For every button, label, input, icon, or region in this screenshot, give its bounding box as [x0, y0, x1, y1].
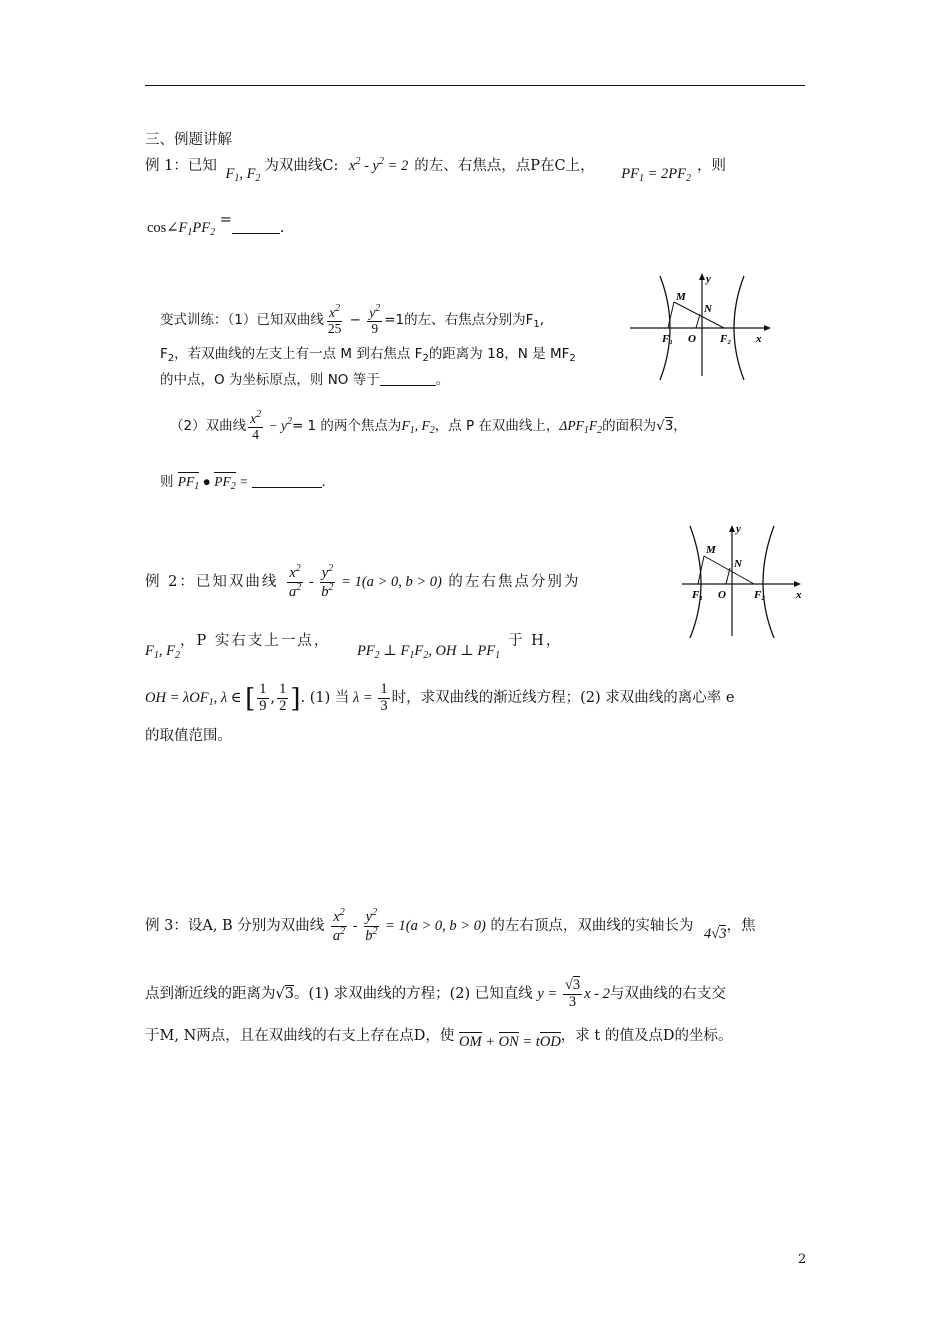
hyperbola-figure-1 [622, 268, 782, 380]
label-x: x [796, 589, 802, 601]
segment-m-f2 [674, 302, 724, 328]
math-hyperbola-c: $x^2 - y^2 = 2$ [349, 156, 409, 174]
label-x: x [756, 333, 762, 345]
example-3-label: 例 3： [145, 918, 188, 934]
math-vector-sum: OM + ON = tOD [459, 1034, 561, 1050]
variant-2-line-2: 则 $PF_1$ ● $PF_2$ = . [160, 474, 326, 492]
label-m: M [676, 291, 686, 303]
math-frac-x2-a2: $\frac{x^2}{a^2}$ [332, 907, 346, 944]
math-frac-y2-9: $\frac{y^2}{9}$ [369, 303, 381, 336]
example-2-line-3: OH = λOF$_1$, λ ∈ [ $\frac{1}{9}$ , $\frac{1}{2}$ ]. (1) 当 λ = $\frac{1}{3}$ 时，求双曲线的渐近线方程；(2) 求双曲线的离心率 e [145, 681, 735, 714]
label-o: O [718, 589, 726, 601]
example-2-line-4: 的取值范围。 [145, 728, 232, 744]
label-f1: F₁ [692, 589, 704, 601]
math-pf1-eq-2pf2: $PF_1 = 2PF_2$ [621, 166, 691, 184]
example-1-line-2: $\cos\angle F_1PF_2$ = . [147, 212, 285, 238]
label-y: y [706, 273, 711, 285]
y-axis-arrow [699, 273, 705, 280]
example-3-line-2: 点到渐近线的距离为√3。(1) 求双曲线的方程；(2) 已知直线 y = $\frac{√3}{3}$ x - 2与双曲线的右支交 [145, 977, 726, 1010]
segment-o-n [696, 314, 700, 328]
example-2-line-1: 例 2：已知双曲线 $\frac{x^2}{a^2}$ - $\frac{y^2}{b^2}$ = 1(a > 0, b > 0) 的左右焦点分别为 [145, 563, 581, 600]
answer-blank [232, 233, 280, 234]
variant-1-line-1: 变式训练：（1）已知双曲线 $\frac{x^2}{25}$ − $\frac{y^2}{9}$ =1的左、右焦点分别为$F_1$, [160, 303, 545, 336]
label-f2: F₂ [754, 589, 766, 601]
section-title: 三、例题讲解 [145, 132, 232, 148]
example-1-label: 例 1： [145, 158, 188, 174]
math-frac-x2-4: $\frac{x^2}{4}$ [250, 409, 262, 442]
header-rule [145, 85, 805, 86]
example-3-line-3: 于M, N两点，且在双曲线的右支上存在点D，使 OM + ON = tOD，求 t 的值及点D的坐标。 [145, 1024, 732, 1054]
x-axis-arrow [794, 581, 801, 587]
label-n: N [704, 303, 712, 315]
math-f1-f2: $F_1$, $F_2$ [225, 166, 261, 184]
example-2-line-2: $F_1$, $F_2$，P 实右支上一点， $PF_2$ ⊥ $F_1F_2$, OH ⊥ $PF_1$于 H， [145, 633, 563, 661]
y-axis-arrow [729, 525, 735, 532]
page-number: 2 [798, 1252, 807, 1267]
label-f2: F₂ [720, 333, 732, 345]
example-3-line-1: 例 3：设A, B 分别为双曲线 $\frac{x^2}{a^2}$ - $\frac{y^2}{b^2}$ = 1(a > 0, b > 0) 的左右顶点，双曲线的实轴长为 4√3，焦 [145, 907, 756, 944]
math-frac-x2-a2: $\frac{x^2}{a^2}$ [288, 563, 302, 600]
answer-blank [380, 385, 436, 386]
math-dot-product: $PF_1$ ● $PF_2$ = [177, 474, 252, 492]
label-y: y [736, 523, 741, 535]
left-branch [690, 526, 704, 638]
variant-1-line-3: 的中点，O 为坐标原点，则 NO 等于 。 [160, 372, 450, 388]
label-n: N [734, 558, 742, 570]
label-f1: F₁ [662, 333, 674, 345]
variant-1-line-2: $F_2$，若双曲线的左支上有一点 M 到右焦点 $F_2$的距离为 18，N 是 $MF_2$ [160, 346, 576, 364]
segment-o-n [726, 568, 730, 584]
right-branch [763, 526, 774, 638]
example-1-line-1: 例 1：已知 $F_1$, $F_2$为双曲线C: $x^2 - y^2 = 2$ 的左、右焦点，点P在C上， $PF_1 = 2PF_2$，则 [145, 150, 726, 191]
answer-blank [252, 487, 322, 488]
example-2-label: 例 2： [145, 574, 196, 590]
math-cos-angle: $\cos\angle F_1PF_2$ [147, 220, 216, 238]
math-frac-y2-b2: $\frac{y^2}{b^2}$ [365, 907, 378, 944]
x-axis-arrow [764, 325, 771, 331]
label-o: O [688, 333, 696, 345]
math-frac-y2-b2: $\frac{y^2}{b^2}$ [321, 563, 334, 600]
math-frac-x2-25: $\frac{x^2}{25}$ [327, 303, 342, 336]
variant-2-line-1: （2）双曲线 $\frac{x^2}{4}$ − $y^2= 1$ 的两个焦点为$F_1$, $F_2$，点 P 在双曲线上，$\Delta PF_1F_2$的面积为√3， [170, 409, 687, 442]
math-line-eq: y = [537, 986, 561, 1002]
hyperbola-figure-2 [660, 518, 810, 638]
label-m: M [706, 544, 716, 556]
